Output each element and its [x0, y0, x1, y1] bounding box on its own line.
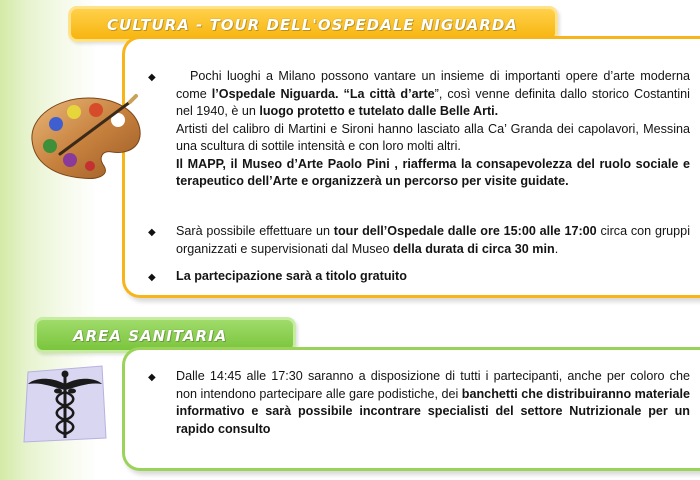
bullet-cultura-1: ◆ — [148, 72, 156, 83]
paragraph-cultura-intro: Pochi luoghi a Milano possono vantare un insieme di importanti opere d’arte moderna come l’Ospedale Niguarda. “La città d’arte”, così venne definita dallo storico Costantini nel 1940, è un luogo protetto e tutelato dalle Belle Arti. Artisti del calibro di Martini e Sironi hanno lasciato alla Ca’ Granda dei capolavori, Messina una scultura di sottile intensità e con loro molti altri. Il MAPP, il Museo d’Arte Paolo Pini , riafferma la consapevolezza del ruolo sociale e terapeutico dell’Arte e organizzerà un percorso per visite guidate. — [176, 69, 690, 188]
section-title-sanitaria: AREA SANITARIA — [73, 327, 228, 345]
paragraph-sanitaria: Dalle 14:45 alle 17:30 saranno a disposizione di tutti i partecipanti, anche per coloro che non intendono partecipare alle gare podistiche, dei banchetti che distribuiranno materiale informativo e sarà possibile incontrare specialisti del settore Nutrizionale per un rapido consulto — [176, 369, 690, 436]
paint-palette-icon — [26, 88, 146, 184]
paragraph-cultura-tour: Sarà possibile effettuare un tour dell’Ospedale dalle ore 15:00 alle 17:00 circa con gruppi organizzati e supervisionati dal Museo della durata di circa 30 min. — [176, 224, 690, 256]
paragraph-cultura-free: La partecipazione sarà a titolo gratuito — [176, 269, 407, 283]
bullet-sanitaria-1: ◆ — [148, 372, 156, 383]
section-title-cultura: CULTURA - TOUR DELL'OSPEDALE NIGUARDA — [107, 16, 518, 34]
caduceus-icon — [20, 362, 110, 446]
bullet-cultura-2: ◆ — [148, 227, 156, 238]
bullet-cultura-3: ◆ — [148, 272, 156, 283]
